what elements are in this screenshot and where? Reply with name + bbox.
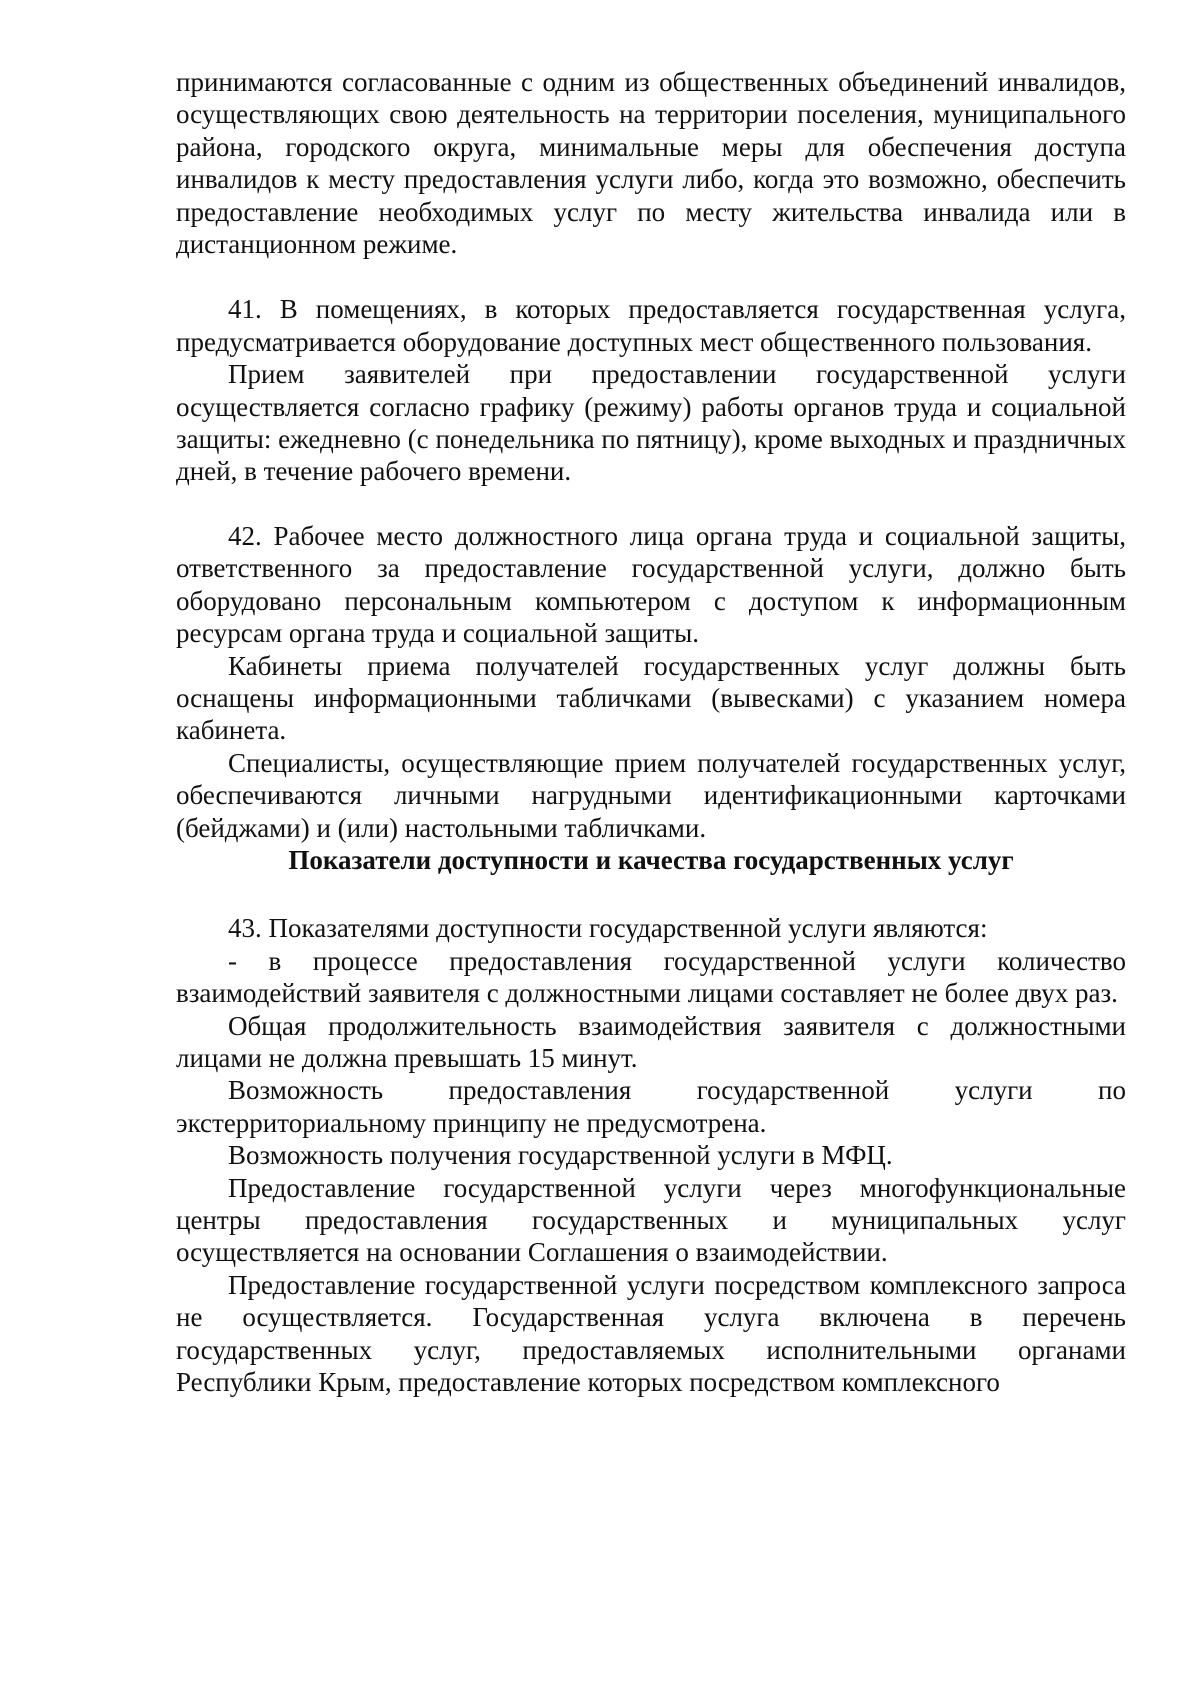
document-body: [176, 66, 1126, 1398]
paragraph-item-41: 41. В помещениях, в которых предоставляется государственная услуга, предусматривается оборудование доступных мест общественного пользования.: [176, 294, 1126, 357]
paragraph-cabinets: Кабинеты приема получателей государственных услуг должны быть оснащены информационными табличками (вывесками) с указанием номера кабинета.: [176, 650, 1126, 746]
paragraph-reception-schedule: Прием заявителей при предоставлении государственной услуги осуществляется согласно графику (режиму) работы органов труда и социальной защиты: ежедневно (с понедельника по пятницу), кроме выходных и праздничных дней, в течение рабочего времени.: [176, 359, 1126, 487]
paragraph-continuation: принимаются согласованные с одним из общественных объединений инвалидов, осуществляющих свою деятельность на территории поселения, муниципального района, городского округа, минимальные меры для обеспечения доступа инвалидов к месту предоставления услуги либо, когда это возможно, обеспечить предоставление необходимых услуг по месту жительства инвалида или в дистанционном режиме.: [176, 67, 1126, 260]
paragraph-multifunctional-centers: Предоставление государственной услуги через многофункциональные центры предоставления государственных и муниципальных услуг осуществляется на основании Соглашения о взаимодействии.: [176, 1172, 1126, 1268]
paragraph-complex-request: Предоставление государственной услуги посредством комплексного запроса не осуществляется. Государственная услуга включена в перечень государственных услуг, предоставляемых исполнительными органами Республики Крым, предоставление которых посредством комплексного: [176, 1269, 1126, 1398]
paragraph-extraterritorial: Возможность предоставления государственной услуги по экстерриториальному принципу не предусмотрена.: [176, 1075, 1126, 1138]
paragraph-item-43: 43. Показателями доступности государственной услуги являются:: [228, 913, 988, 944]
paragraph-interactions-count: - в процессе предоставления государственной услуги количество взаимодействий заявителя с должностными лицами составляет не более двух раз.: [176, 945, 1126, 1009]
paragraph-item-42: 42. Рабочее место должностного лица органа труда и социальной защиты, ответственного за предоставление государственной услуги, должно быть оборудовано персональным компьютером с доступом к информационным ресурсам органа труда и социальной защиты.: [176, 520, 1126, 649]
section-heading: Показатели доступности и качества государственных услуг: [288, 844, 1014, 875]
paragraph-interaction-duration: Общая продолжительность взаимодействия заявителя с должностными лицами не должна превышать 15 минут.: [176, 1010, 1126, 1073]
paragraph-mfc: Возможность получения государственной услуги в МФЦ.: [228, 1140, 893, 1171]
paragraph-specialists: Специалисты, осуществляющие прием получателей государственных услуг, обеспечиваются личными нагрудными идентификационными карточками (бейджами) и (или) настольными табличками.: [176, 747, 1126, 843]
